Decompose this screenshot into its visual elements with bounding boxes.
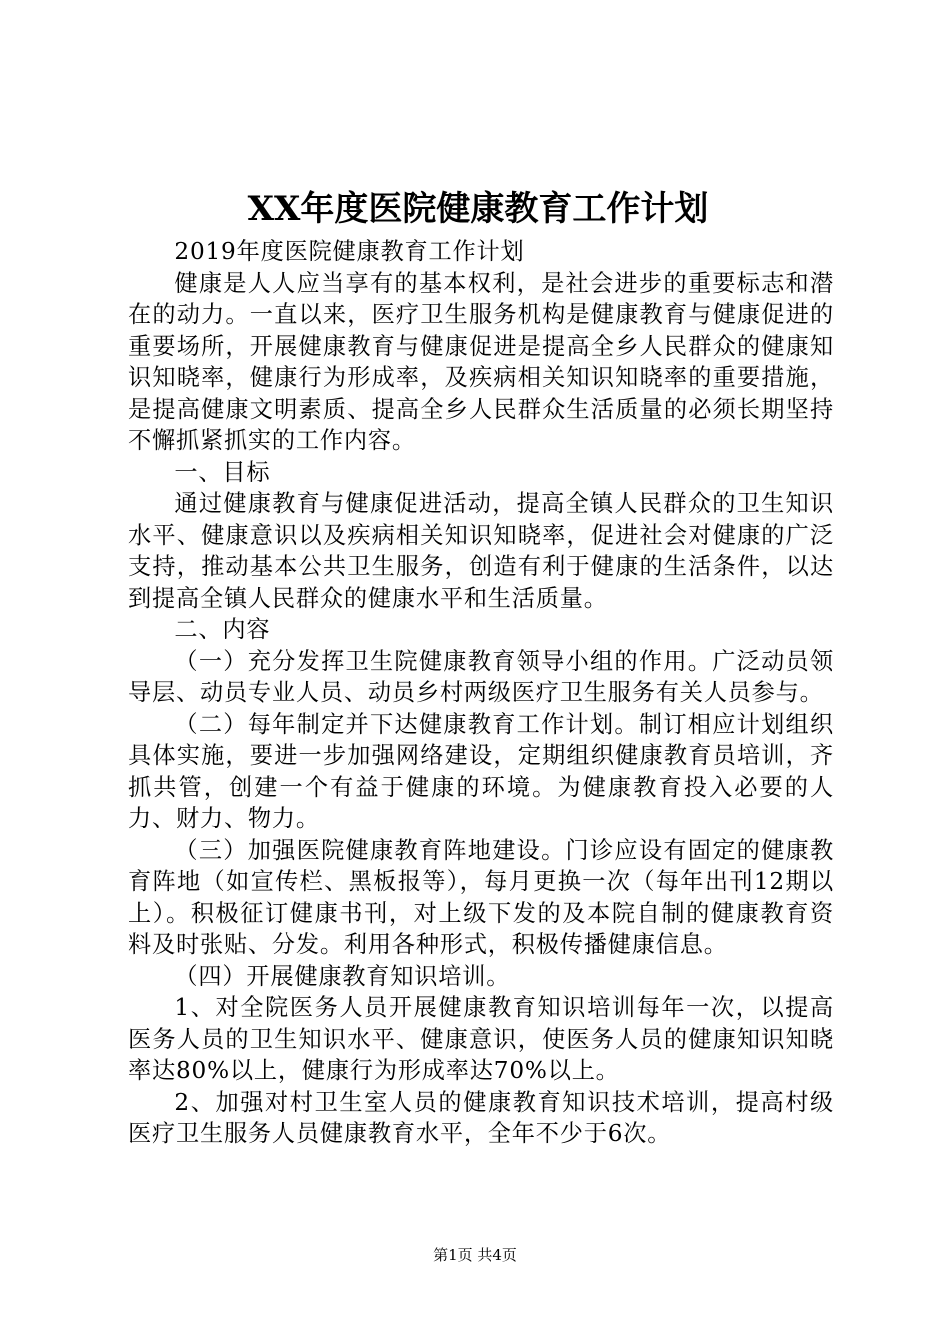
document-body [128, 236, 834, 1150]
section-heading-goal: 一、目标 [174, 458, 271, 486]
page-footer: 第1页 共4页 [433, 1246, 517, 1264]
section-heading-content: 二、内容 [174, 616, 271, 643]
subtitle-paragraph: 2019年度医院健康教育工作计划 [174, 238, 525, 265]
content-item-1: （一）充分发挥卫生院健康教育领导小组的作用。广泛动员领导层、动员专业人员、动员乡村两级医疗卫生服务有关人员参与。 [128, 647, 834, 706]
training-item-2: 2、加强对村卫生室人员的健康教育知识技术培训，提高村级医疗卫生服务人员健康教育水平，全年不少于6次。 [128, 1088, 834, 1147]
goal-paragraph: 通过健康教育与健康促进活动，提高全镇人民群众的卫生知识水平、健康意识以及疾病相关知识知晓率，促进社会对健康的广泛支持，推动基本公共卫生服务，创造有利于健康的生活条件，以达到提高全镇人民群众的健康水平和生活质量。 [128, 490, 834, 612]
content-item-4: （四）开展健康教育知识培训。 [174, 962, 511, 990]
content-item-2: （二）每年制定并下达健康教育工作计划。制订相应计划组织具体实施，要进一步加强网络建设，定期组织健康教育员培训，齐抓共管，创建一个有益于健康的环境。为健康教育投入必要的人力、财力、物力。 [128, 710, 834, 832]
document-title: XX年度医院健康教育工作计划 [247, 189, 709, 229]
intro-paragraph: 健康是人人应当享有的基本权利，是社会进步的重要标志和潜在的动力。一直以来，医疗卫生服务机构是健康教育与健康促进的重要场所，开展健康教育与健康促进是提高全乡人民群众的健康知识知晓率，健康行为形成率，及疾病相关知识知晓率的重要措施，是提高健康文明素质、提高全乡人民群众生活质量的必须长期坚持不懈抓紧抓实的工作内容。 [128, 269, 834, 454]
content-item-3: （三）加强医院健康教育阵地建设。门诊应设有固定的健康教育阵地（如宣传栏、黑板报等），每月更换一次（每年出刊12期以上）。积极征订健康书刊，对上级下发的及本院自制的健康教育资料及时张贴、分发。利用各种形式，积极传播健康信息。 [128, 836, 834, 958]
training-item-1: 1、对全院医务人员开展健康教育知识培训每年一次，以提高医务人员的卫生知识水平、健康意识，使医务人员的健康知识知晓率达80%以上，健康行为形成率达70%以上。 [128, 994, 834, 1084]
